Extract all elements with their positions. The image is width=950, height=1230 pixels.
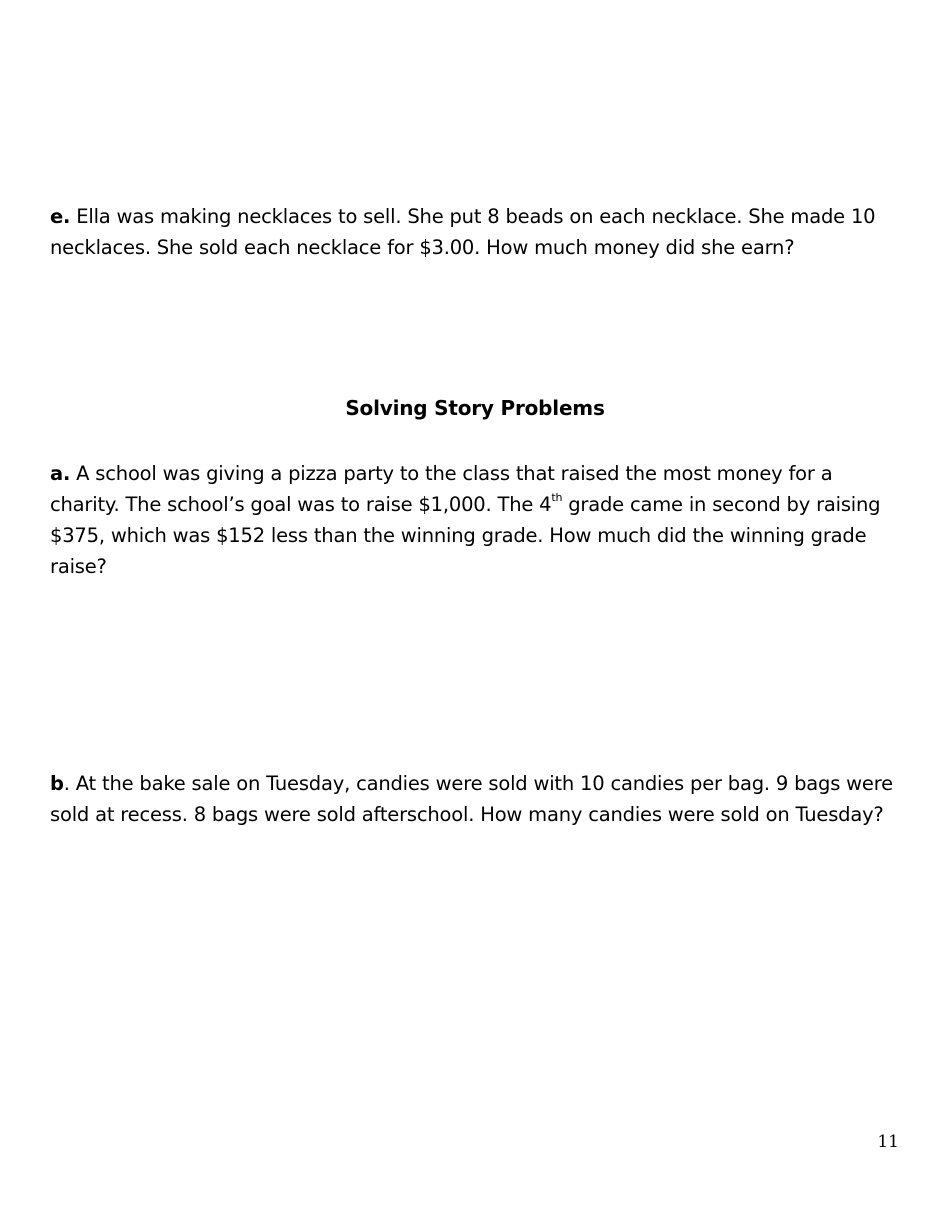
problem-e (50, 201, 902, 263)
problem-e-text: Ella was making necklaces to sell. She put 8 beads on each necklace. She made 10 necklaces. She sold each necklace for $3.00. How much money did she earn? (50, 205, 876, 259)
problem-e-letter: e. (50, 205, 71, 228)
problem-a-text-end: grade came in second by raising $375, which was $152 less than the winning grade. How much did the winning grade raise? (50, 493, 881, 578)
page-number: 11 (877, 1132, 899, 1152)
problem-a-letter: a. (50, 462, 71, 485)
problem-a-text-start: A school was giving a pizza party to the class that raised the most money for a charity. The school’s goal was to raise $1,000. The 4 (50, 462, 833, 516)
problem-b-letter: b (50, 772, 64, 795)
problem-b-text: . At the bake sale on Tuesday, candies were sold with 10 candies per bag. 9 bags were sold at recess. 8 bags were sold afterschool. How many candies were sold on Tuesday? (50, 772, 893, 826)
problem-b (50, 768, 902, 830)
section-title: Solving Story Problems (345, 396, 605, 420)
problem-a (50, 458, 902, 582)
ordinal-suffix: th (551, 490, 563, 504)
